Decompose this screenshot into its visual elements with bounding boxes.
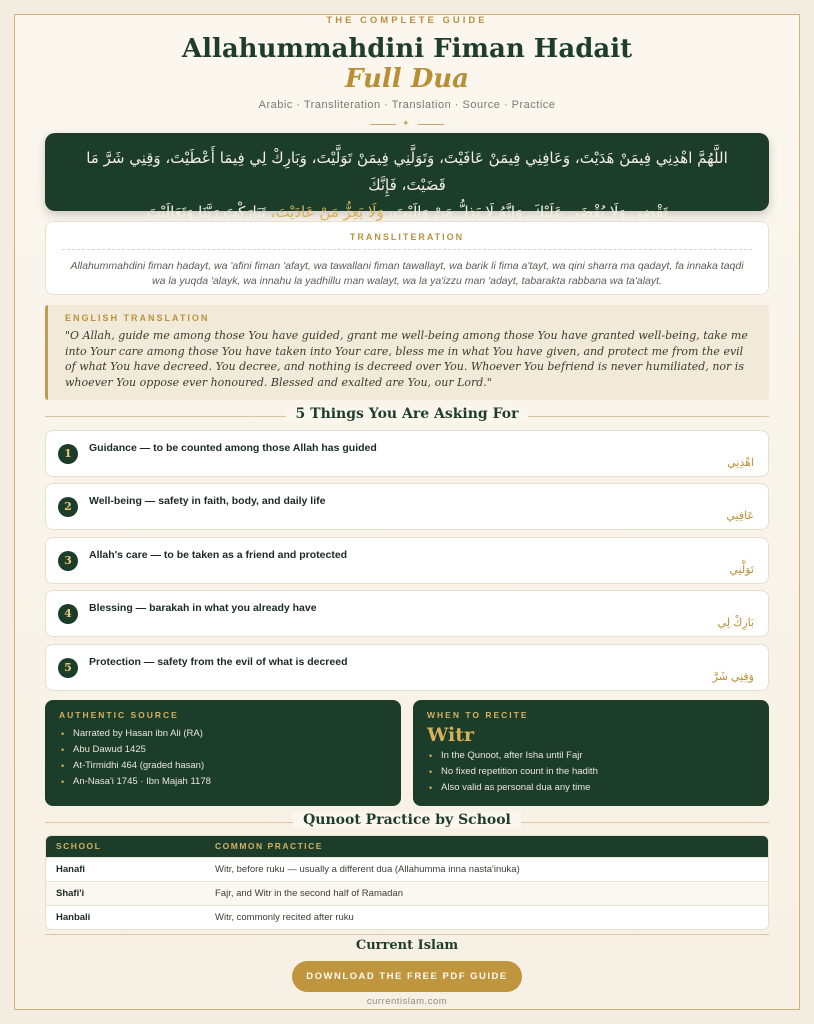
ornament-divider: [370, 118, 444, 130]
when-label: WHEN TO RECITE: [427, 710, 529, 720]
page-title: Allahummahdini Fiman Hadait: [181, 34, 633, 64]
item-arabic: وَقِنِي شَرَّ: [712, 671, 754, 683]
item-label: Allah's care — to be taken as a friend and protected: [89, 549, 348, 561]
item-number: 1: [58, 444, 78, 464]
translation-card: [45, 305, 769, 400]
cell-practice: Witr, commonly recited after ruku: [215, 912, 354, 923]
arabic-segment: تَقْضِي وَلَا يُقْضَى عَلَيْكَ، وَإِنَّهُ لَا يَذِلُّ مَنْ وَالَيْتَ،: [388, 203, 668, 221]
item-arabic: عَافِنِي: [726, 510, 754, 522]
cell-school: Hanafi: [56, 864, 86, 875]
cell-school: Hanbali: [56, 912, 91, 923]
item-arabic: اهْدِنِي: [727, 457, 754, 469]
item-number: 2: [58, 497, 78, 517]
when-list: [427, 748, 755, 796]
arabic-highlight: وَلَا يَعِزُّ مَنْ عَادَيْتَ،: [270, 203, 384, 221]
diamond-icon: ✦: [402, 118, 410, 128]
qunoot-heading: [45, 812, 769, 832]
item-label: Protection — safety from the evil of what is decreed: [89, 656, 348, 668]
item-label: Guidance — to be counted among those Allah has guided: [89, 442, 377, 454]
divider: [62, 249, 752, 250]
source-label: AUTHENTIC SOURCE: [59, 710, 179, 720]
source-item: • Abu Dawud 1425: [59, 742, 387, 758]
item-label: Blessing — barakah in what you already have: [89, 602, 317, 614]
asking-heading: [45, 406, 769, 426]
cell-practice: Witr, before ruku — usually a different dua (Allahumma inna nasta'inuka): [215, 864, 520, 875]
tagline: Arabic · Transliteration · Translation · Source · Practice: [258, 99, 556, 111]
column-header-practice: COMMON PRACTICE: [215, 841, 323, 851]
transliteration-text: Allahummahdini fiman hadayt, wa 'afini fiman 'afayt, wa tawallani fiman tawallayt, wa barik li fima a'tayt, wa qini sharra ma qadayt, fa innaka taqdi wa la yuqda 'alayk, wa innahu la yadhillu man walayt, wa la ya'izzu man 'adayt, tabarakta rabbana wa ta'alayt.: [70, 260, 744, 287]
cell-practice: Fajr, and Witr in the second half of Ramadan: [215, 888, 403, 899]
qunoot-heading-text: Qunoot Practice by School: [293, 812, 521, 828]
table-row: [46, 857, 768, 881]
qunoot-table: [45, 835, 769, 930]
transliteration-card: [45, 221, 769, 295]
item-number: 3: [58, 551, 78, 571]
source-item: • An-Nasa'i 1745 · Ibn Majah 1178: [59, 774, 387, 790]
item-arabic: بَارِكْ لِي: [717, 617, 754, 629]
asking-heading-text: 5 Things You Are Asking For: [286, 406, 529, 422]
arabic-line-1: اللَّهُمَّ اهْدِنِي فِيمَنْ هَدَيْتَ، وَعَافِنِي فِيمَنْ عَافَيْتَ، وَتَوَلَّنِي فِيمَنْ تَوَلَّيْتَ، وَبَارِكْ لِي فِيمَا أَعْطَيْتَ، وَقِنِي شَرَّ مَا قَضَيْتَ، فَإِنَّكَ: [86, 149, 728, 194]
cell-school: Shafi'i: [56, 888, 85, 899]
table-header: [46, 836, 768, 857]
list-item: [45, 590, 769, 637]
when-item: • In the Qunoot, after Isha until Fajr: [427, 748, 755, 764]
item-number: 4: [58, 604, 78, 624]
item-arabic: تَوَلَّنِي: [729, 564, 754, 576]
when-item: • Also valid as personal dua any time: [427, 780, 755, 796]
when-card: [413, 700, 769, 806]
list-item: [45, 430, 769, 477]
site-url[interactable]: currentislam.com: [366, 996, 448, 1007]
divider: [45, 934, 769, 935]
source-card: [45, 700, 401, 806]
list-item: [45, 483, 769, 530]
translation-text: "O Allah, guide me among those You have guided, grant me well-being among those You have granted well-being, take me into Your care among those You have taken into Your care, bless me in what You have given, and protect me from the evil of what You have decreed. You decree, and nothing is decreed over You. Whoever You befriend is never humiliated, nor is whoever You oppose ever honoured. Blessed and exalted are You, our Lord.": [65, 329, 748, 389]
download-pdf-button[interactable]: DOWNLOAD THE FREE PDF GUIDE: [292, 961, 522, 992]
arabic-dua-card: [45, 133, 769, 221]
table-row: [46, 881, 768, 905]
source-item: • At-Tirmidhi 464 (graded hasan): [59, 758, 387, 774]
source-item: • Narrated by Hasan ibn Ali (RA): [59, 726, 387, 742]
transliteration-label: TRANSLITERATION: [349, 232, 465, 242]
list-item: [45, 537, 769, 584]
arabic-segment: تَبَارَكْتَ رَبَّنَا وَتَعَالَيْتَ: [146, 203, 266, 221]
column-header-school: SCHOOL: [56, 841, 102, 851]
page-subtitle: Full Dua: [344, 64, 469, 94]
when-title: Witr: [427, 724, 475, 746]
item-label: Well-being — safety in faith, body, and daily life: [89, 495, 326, 507]
list-item: [45, 644, 769, 691]
when-item: • No fixed repetition count in the hadith: [427, 764, 755, 780]
table-row: [46, 905, 768, 929]
kicker: THE COMPLETE GUIDE: [0, 15, 814, 26]
item-number: 5: [58, 658, 78, 678]
brand-name: Current Islam: [355, 938, 459, 953]
source-list: [59, 726, 387, 790]
translation-label: ENGLISH TRANSLATION: [65, 313, 210, 323]
